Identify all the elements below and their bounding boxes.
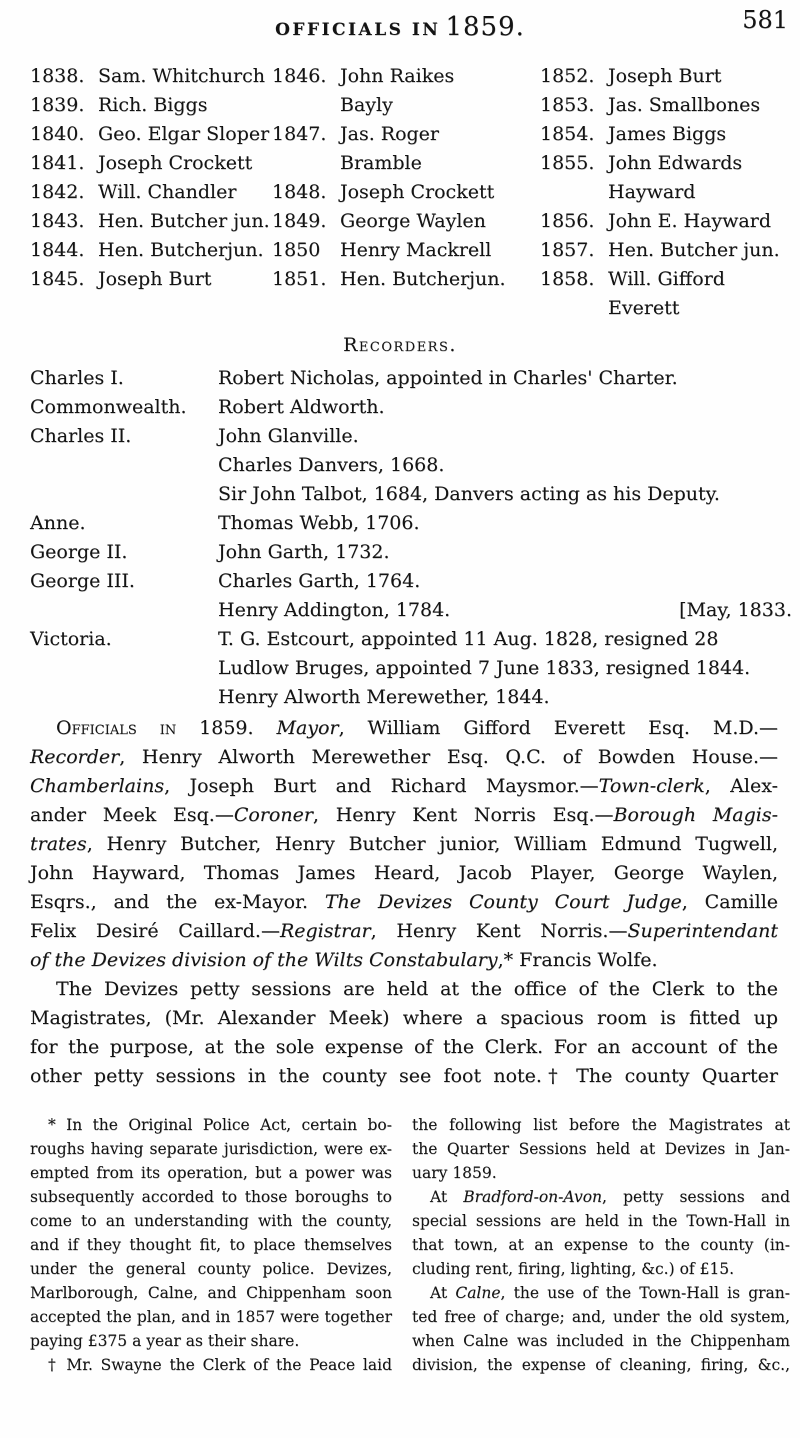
officials-name: James Biggs	[608, 123, 727, 145]
body-line	[30, 859, 778, 888]
footnote-line	[412, 1185, 790, 1209]
recorder-entry: John Glanville.	[218, 425, 359, 447]
text-segment	[254, 717, 277, 739]
text-segment: accepted the plan, and in 1857 were together	[30, 1308, 392, 1326]
text-segment: trates	[30, 833, 87, 855]
recorder-entry: Charles Garth, 1764.	[218, 570, 421, 592]
text-segment: The Devizes petty sessions are held at the office of the Clerk to the	[56, 978, 778, 1000]
footnote-right	[412, 1113, 790, 1377]
text-segment: Superintendant	[627, 920, 778, 942]
body-line	[30, 1033, 778, 1062]
officials-year: 1857.	[540, 239, 595, 261]
text-segment: other petty sessions in the county see foot note.† The county Quarter	[30, 1065, 778, 1087]
officials-year: 1842.	[30, 181, 85, 203]
recorder-reign: George III.	[30, 570, 135, 592]
officials-name: Geo. Elgar Sloper	[98, 123, 270, 145]
text-segment: , Camille	[681, 891, 779, 913]
officials-year: 1845.	[30, 268, 85, 290]
footnote-line	[30, 1257, 392, 1281]
footnotes	[30, 1113, 792, 1377]
text-segment: when Calne was included in the Chippenham	[412, 1332, 790, 1350]
officials-column-2	[272, 62, 540, 323]
text-segment: , Henry Butcher, Henry Butcher junior, William Edmund Tugwell,	[86, 833, 778, 855]
officials-name: Joseph Burt	[608, 65, 722, 87]
footnote-line	[412, 1233, 790, 1257]
officials-row	[540, 178, 792, 207]
officials-row	[30, 62, 272, 91]
text-segment: , William Gifford Everett Esq. M.D.—	[338, 717, 778, 739]
footnote-line	[412, 1257, 790, 1281]
officials-row	[540, 236, 792, 265]
text-segment: roughs having separate jurisdiction, were ex-	[30, 1140, 392, 1158]
officials-year: 1846.	[272, 65, 327, 87]
footnote-line	[30, 1209, 392, 1233]
officials-name: Hen. Butcher jun.	[608, 239, 780, 261]
footnote-line	[412, 1281, 790, 1305]
officials-row	[272, 207, 540, 236]
recorder-entry: Sir John Talbot, 1684, Danvers acting as his Deputy.	[218, 483, 720, 505]
officials-row	[30, 207, 272, 236]
body-line	[30, 946, 778, 975]
recorder-reign: Commonwealth.	[30, 396, 187, 418]
recorders-row	[30, 451, 792, 480]
recorder-entry: Henry Addington, 1784.	[218, 599, 451, 621]
running-title: OFFICIALS IN	[275, 20, 441, 40]
officials-name: Jas. Smallbones	[608, 94, 761, 116]
text-segment: that town, at an expense to the county (in-	[412, 1236, 790, 1254]
officials-year: 1856.	[540, 210, 595, 232]
text-segment: John Hayward, Thomas James Heard, Jacob Player, George Waylen,	[30, 862, 778, 884]
text-segment: , Henry Kent Norris.—	[370, 920, 628, 942]
recorder-entry: Henry Alworth Merewether, 1844.	[218, 686, 550, 708]
footnote-line	[30, 1233, 392, 1257]
text-segment: , Alex-	[704, 775, 778, 797]
body-line	[30, 830, 778, 859]
text-segment: come to an understanding with the county,	[30, 1212, 392, 1230]
recorders-row	[30, 625, 792, 654]
officials-name: Everett	[608, 297, 680, 319]
recorders-row	[30, 567, 792, 596]
recorders-row	[30, 538, 792, 567]
officials-name: Hen. Butcherjun.	[340, 268, 506, 290]
text-segment: under the general county police. Devizes,	[30, 1260, 392, 1278]
text-segment: Chamberlains	[30, 775, 165, 797]
text-segment: At	[430, 1284, 456, 1302]
text-segment: Esqrs., and the ex-Mayor.	[30, 891, 325, 913]
page-header	[0, 12, 800, 42]
officials-row	[30, 91, 272, 120]
officials-row	[272, 178, 540, 207]
officials-year: 1840.	[30, 123, 85, 145]
text-segment: of the Devizes division of the Wilts Constabulary	[30, 949, 498, 971]
text-segment: and if they thought fit, to place themselves	[30, 1236, 392, 1254]
officials-name: Hen. Butcherjun.	[98, 239, 264, 261]
text-segment: The Devizes County Court Judge	[324, 891, 682, 913]
body-line	[30, 1062, 778, 1091]
officials-year: 1841.	[30, 152, 85, 174]
officials-name: Bramble	[340, 152, 422, 174]
officials-name: Will. Gifford	[608, 268, 725, 290]
officials-row	[272, 91, 540, 120]
officials-name: John Edwards	[608, 152, 743, 174]
recorder-entry: Robert Nicholas, appointed in Charles' Charter.	[218, 367, 678, 389]
text-segment: † Mr. Swayne the Clerk of the Peace laid	[48, 1356, 392, 1374]
recorder-reign: Charles II.	[30, 425, 132, 447]
footnote-line	[30, 1185, 392, 1209]
footnote-line	[412, 1209, 790, 1233]
body-line	[30, 801, 778, 830]
recorders-row	[30, 364, 792, 393]
officials-name: Bayly	[340, 94, 393, 116]
officials-year: 1850	[272, 239, 321, 261]
footnote-line	[412, 1353, 790, 1377]
officials-row	[540, 294, 792, 323]
text-segment: division, the expense of cleaning, firing, &c.,	[412, 1356, 790, 1374]
footnote-line	[30, 1161, 392, 1185]
text-segment: Officials in 1859.	[56, 717, 254, 739]
recorder-margin-note: [May, 1833.	[679, 599, 792, 621]
officials-row	[540, 120, 792, 149]
officials-name: John E. Hayward	[608, 210, 771, 232]
recorder-reign: Charles I.	[30, 367, 124, 389]
text-segment: Felix Desiré Caillard.—	[30, 920, 280, 942]
footnote-line	[412, 1329, 790, 1353]
text-segment: ted free of charge; and, under the old system,	[412, 1308, 790, 1326]
officials-row	[30, 265, 272, 294]
footnote-line	[30, 1353, 392, 1377]
officials-row	[540, 207, 792, 236]
officials-row	[272, 62, 540, 91]
officials-row	[272, 265, 540, 294]
text-segment: the Quarter Sessions held at Devizes in Jan-	[412, 1140, 790, 1158]
recorder-entry: Ludlow Bruges, appointed 7 June 1833, resigned 1844.	[218, 657, 751, 679]
text-segment: Borough Magis-	[613, 804, 779, 826]
officials-name: Hen. Butcher jun.	[98, 210, 270, 232]
text-segment: ,* Francis Wolfe.	[497, 949, 658, 971]
text-segment: , the use of the Town-Hall is gran-	[500, 1284, 790, 1302]
recorders-row	[30, 654, 792, 683]
body-line	[30, 772, 778, 801]
page-number: 581	[742, 6, 788, 34]
officials-name: Rich. Biggs	[98, 94, 208, 116]
text-segment: Recorder	[30, 746, 120, 768]
officials-name: Joseph Crockett	[340, 181, 495, 203]
text-segment: Coroner	[233, 804, 313, 826]
body-text	[30, 714, 778, 1091]
officials-year: 1851.	[272, 268, 327, 290]
recorder-entry: John Garth, 1732.	[218, 541, 390, 563]
text-segment: paying £375 a year as their share.	[30, 1332, 300, 1350]
text-segment: uary 1859.	[412, 1164, 497, 1182]
text-segment: Marlborough, Calne, and Chippenham soon	[30, 1284, 392, 1302]
recorder-entry: Charles Danvers, 1668.	[218, 454, 445, 476]
footnote-line	[412, 1113, 790, 1137]
officials-name: Sam. Whitchurch	[98, 65, 265, 87]
recorders-row	[30, 683, 792, 712]
officials-year: 1848.	[272, 181, 327, 203]
recorders-heading: Recorders.	[343, 334, 457, 356]
running-title-year: 1859.	[445, 12, 525, 42]
body-line	[30, 917, 778, 946]
recorder-entry: Robert Aldworth.	[218, 396, 385, 418]
text-segment: Magistrates, (Mr. Alexander Meek) where a spacious room is fitted up	[30, 1007, 778, 1029]
officials-name: Hayward	[608, 181, 696, 203]
officials-year: 1843.	[30, 210, 85, 232]
body-line	[30, 1004, 778, 1033]
text-segment: Registrar	[279, 920, 371, 942]
text-segment: * In the Original Police Act, certain bo-	[48, 1116, 392, 1134]
officials-year: 1838.	[30, 65, 85, 87]
text-segment: empted from its operation, but a power was	[30, 1164, 392, 1182]
officials-row	[540, 91, 792, 120]
text-segment: , petty sessions and	[602, 1188, 790, 1206]
recorders-rows	[30, 364, 792, 712]
text-segment: cluding rent, firing, lighting, &c.) of £15.	[412, 1260, 735, 1278]
officials-row	[540, 265, 792, 294]
officials-row	[540, 149, 792, 178]
footnote-line	[412, 1137, 790, 1161]
recorder-entry: T. G. Estcourt, appointed 11 Aug. 1828, resigned 28	[218, 628, 719, 650]
footnote-line	[412, 1305, 790, 1329]
footnote-line	[412, 1161, 790, 1185]
body-line	[30, 975, 778, 1004]
officials-column-1	[30, 62, 272, 323]
officials-name: George Waylen	[340, 210, 486, 232]
officials-year: 1849.	[272, 210, 327, 232]
text-segment: At	[430, 1188, 464, 1206]
text-segment: subsequently accorded to those boroughs to	[30, 1188, 392, 1206]
recorder-reign: George II.	[30, 541, 128, 563]
officials-year: 1855.	[540, 152, 595, 174]
officials-name: Henry Mackrell	[340, 239, 492, 261]
body-line	[30, 888, 778, 917]
text-segment: Bradford-on-Avon	[463, 1188, 603, 1206]
text-segment: Mayor	[276, 717, 339, 739]
body-line	[30, 743, 778, 772]
officials-name: Joseph Burt	[98, 268, 212, 290]
text-segment: Calne	[455, 1284, 501, 1302]
text-segment: for the purpose, at the sole expense of the Clerk. For an account of the	[30, 1036, 778, 1058]
officials-name: Joseph Crockett	[98, 152, 253, 174]
officials-list	[30, 62, 792, 323]
officials-row	[30, 178, 272, 207]
text-segment: , Joseph Burt and Richard Maysmor.—	[164, 775, 599, 797]
officials-year: 1854.	[540, 123, 595, 145]
text-segment: special sessions are held in the Town-Hall in	[412, 1212, 790, 1230]
text-segment: the following list before the Magistrates at	[412, 1116, 790, 1134]
recorders-row	[30, 422, 792, 451]
footnote-left	[30, 1113, 392, 1377]
officials-row	[272, 236, 540, 265]
text-segment: , Henry Alworth Merewether Esq. Q.C. of Bowden House.—	[119, 746, 778, 768]
footnote-line	[30, 1113, 392, 1137]
footnote-line	[30, 1137, 392, 1161]
footnote-line	[30, 1329, 392, 1353]
recorder-reign: Victoria.	[30, 628, 112, 650]
footnote-line	[30, 1281, 392, 1305]
officials-name: Jas. Roger	[340, 123, 440, 145]
recorder-reign: Anne.	[30, 512, 86, 534]
officials-name: John Raikes	[340, 65, 455, 87]
officials-year: 1847.	[272, 123, 327, 145]
recorders-row	[30, 509, 792, 538]
officials-year: 1853.	[540, 94, 595, 116]
officials-row	[30, 149, 272, 178]
recorders-row	[30, 480, 792, 509]
officials-row	[272, 149, 540, 178]
officials-year: 1839.	[30, 94, 85, 116]
text-segment: Town-clerk	[598, 775, 705, 797]
text-segment: ander Meek Esq.—	[30, 804, 234, 826]
officials-row	[30, 236, 272, 265]
officials-year: 1852.	[540, 65, 595, 87]
recorders-row	[30, 393, 792, 422]
recorder-entry: Thomas Webb, 1706.	[218, 512, 420, 534]
body-line	[30, 714, 778, 743]
officials-row	[540, 62, 792, 91]
officials-row	[30, 120, 272, 149]
footnote-line	[30, 1305, 392, 1329]
officials-row	[272, 120, 540, 149]
text-segment: , Henry Kent Norris Esq.—	[312, 804, 614, 826]
officials-year: 1858.	[540, 268, 595, 290]
recorders-row	[30, 596, 792, 625]
officials-name: Will. Chandler	[98, 181, 237, 203]
officials-column-3	[540, 62, 792, 323]
officials-year: 1844.	[30, 239, 85, 261]
